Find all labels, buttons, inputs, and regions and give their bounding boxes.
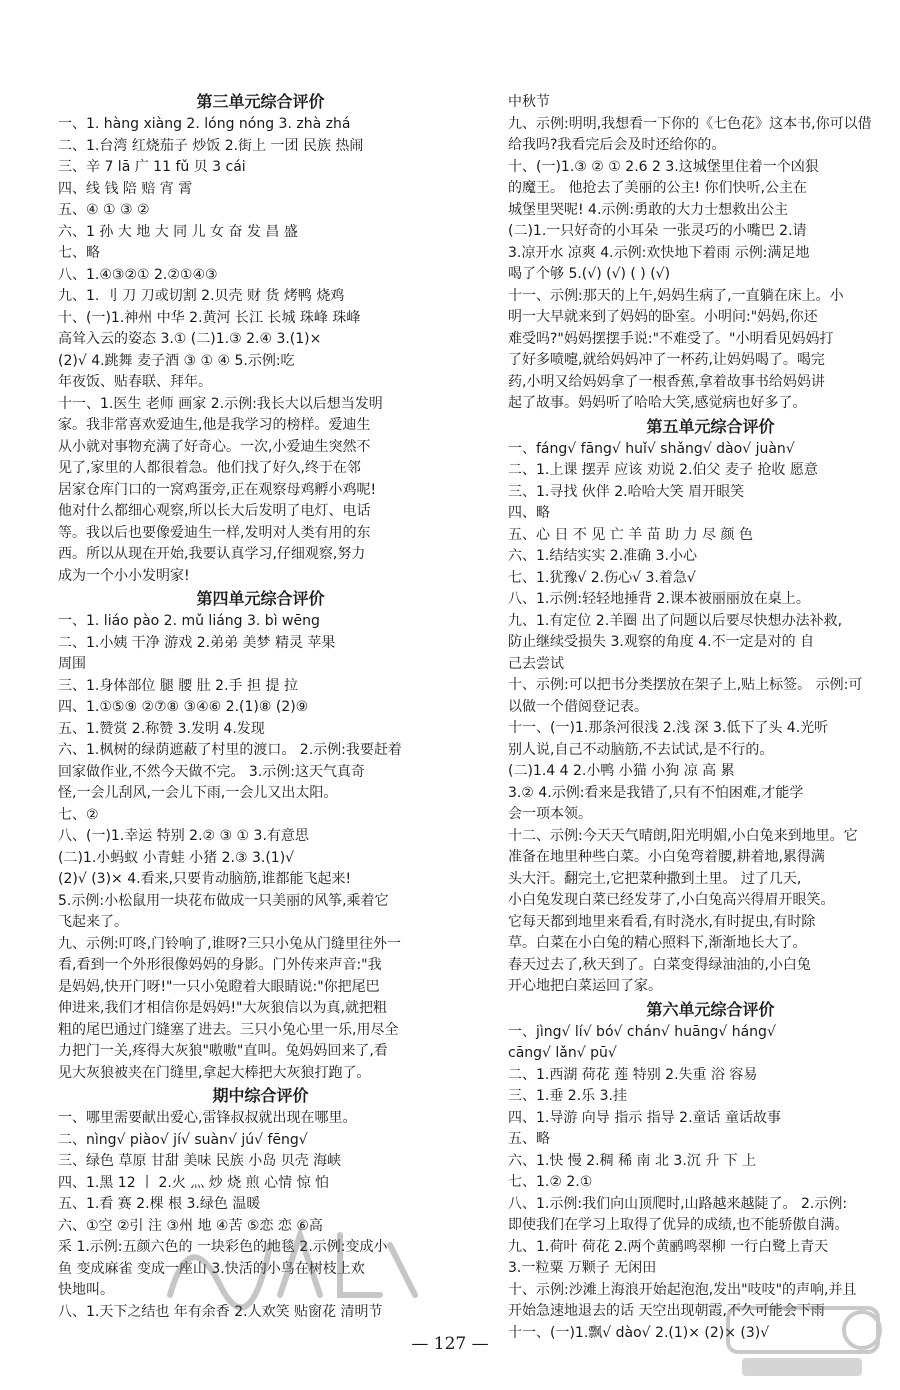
answer-line: 六、1 孙 大 地 大 同 儿 女 奋 发 昌 盛 [58,223,298,240]
answer-line: 3.② 4.示例:看来是我错了,只有不怕困难,才能学 [508,784,804,801]
answer-line: 九、1. 刂 刀 刀或切割 2.贝壳 财 货 烤鸭 烧鸡 [58,288,345,304]
answer-line: 十一、1.医生 老师 画家 2.示例:我长大以后想当发明 [58,395,383,412]
answer-line: 等。我以后也要像爱迪生一样,发明对人类有用的东 [58,524,371,541]
answer-line: 四、略 [508,505,550,521]
answer-line: 粗的尾巴通过门缝塞了进去。三只小兔心里一乐,用尽全 [58,1021,399,1038]
answer-line: 即使我们在学习上取得了优异的成绩,也不能骄傲自满。 [508,1217,849,1233]
answer-line: 高耸入云的姿态 3.① (二)1.③ 2.④ 3.(1)× [58,331,322,347]
right-column [508,92,900,1344]
answer-line: 十、示例:沙滩上海浪开始起泡泡,发出"吱吱"的声响,并且 [508,1281,857,1298]
answer-line: 三、1.垂 2.乐 3.挂 [508,1088,627,1104]
answer-line: 七、1.② 2.① [508,1174,593,1190]
answer-line: 六、1.快 慢 2.稠 稀 南 北 3.沉 升 下 上 [508,1152,757,1169]
answer-line: 三、1.寻找 伙伴 2.哈哈大笑 眉开眼笑 [508,483,745,500]
answer-line: 十、(一)1.神州 中华 2.黄河 长江 长城 珠峰 珠峰 [58,309,361,326]
answer-line: 开心地把白菜运回了家。 [508,978,662,994]
answer-line: 五、略 [508,1131,550,1147]
answer-line: 鱼 变成麻雀 变成一座山 3.快活的小鸟在树枝上欢 [58,1260,365,1277]
answer-line: 力把门一关,疼得大灰狼"嗷嗷"直叫。兔妈妈回来了,看 [58,1043,388,1059]
answer-line: 十、示例:可以把书分类摆放在架子上,贴上标签。 示例:可 [508,677,863,693]
answer-line: 八、1.示例:轻轻地捶背 2.课本被丽丽放在桌上。 [508,591,810,607]
answer-line: 伸进来,我们才相信你是妈妈!"大灰狼信以为真,就把粗 [58,1000,387,1016]
answer-line: 四、1.导游 向导 指示 指导 2.童话 童话故事 [508,1109,781,1126]
answer-line: 六、①空 ②引 注 ③州 地 ④苦 ⑤恋 恋 ⑥高 [58,1217,323,1234]
section-heading: 第四单元综合评价 [196,589,325,608]
answer-line: 年夜饭、贴春联、拜年。 [58,374,212,390]
answer-line: 见大灰狼被夹在门缝里,拿起大棒把大灰狼打跑了。 [58,1064,371,1081]
answer-line: 十、(一)1.③ ② ① 2.6 2 3.这城堡里住着一个凶狠 [508,158,819,175]
answer-line: 药,小明又给妈妈拿了一根香蕉,拿着故事书给妈妈讲 [508,373,825,390]
answer-line: 十一、(一)1.那条河很浅 2.浅 深 3.低下了头 4.光听 [508,720,829,736]
answer-line: 防止继续受损失 3.观察的角度 4.不一定是对的 自 [508,634,815,650]
answer-line: 十一、示例:那天的上午,妈妈生病了,一直躺在床上。小 [508,287,844,304]
answer-line: 回家做作业,不然今天做不完。 3.示例:这天气真奇 [58,763,365,780]
answer-line: 怪,一会儿刮风,一会儿下雨,一会儿又出太阳。 [58,785,338,801]
answer-line: 六、1.枫树的绿荫遮蔽了村里的渡口。 2.示例:我要赶着 [58,742,402,758]
answer-line: (二)1.小蚂蚁 小青蛙 小猪 2.③ 3.(1)√ [58,849,295,866]
answer-line: 采 1.示例:五颜六色的 一块彩色的地毯 2.示例:变成小 [58,1239,388,1255]
answer-line: 见了,家里的人都很着急。他们找了好久,终于在邻 [58,460,361,476]
answer-line: 的魔王。 他抢去了美丽的公主! 你们快听,公主在 [508,180,807,196]
answer-line: 一、jìng√ lí√ bó√ chán√ huāng√ háng√ [508,1023,776,1040]
answer-line: 八、(一)1.幸运 特别 2.② ③ ① 3.有意思 [58,828,309,844]
answer-line: 一、fáng√ fāng√ huǐ√ shǎng√ dào√ juàn√ [508,440,795,457]
answer-line: 八、1.示例:我们向山顶爬时,山路越来越陡了。 2.示例: [508,1195,848,1212]
answer-line: 一、1. liáo pào 2. mǔ liáng 3. bì wēng [58,613,320,629]
answer-line: 春天过去了,秋天到了。白菜变得绿油油的,小白兔 [508,956,811,973]
answer-line: 二、1.小姨 干净 游戏 2.弟弟 美梦 精灵 苹果 [58,634,336,651]
answer-line: 给我吗?我看完后会及时还给你的。 [508,137,726,153]
answer-line: 四、1.①⑤⑨ ②⑦⑧ ③④⑥ 2.(1)⑧ (2)⑨ [58,699,309,715]
left-column [58,90,463,1323]
answer-line: 他对什么都细心观察,所以长大后发明了电灯、电话 [58,503,371,519]
answer-line: 二、1.西湖 荷花 莲 特别 2.失重 浴 容易 [508,1066,758,1083]
answer-line: 准备在地里种些白菜。小白兔弯着腰,耕着地,累得满 [508,849,825,865]
answer-line: 喝了个够 5.(√) (√) ( ) (√) [508,266,671,282]
answer-line: 八、1.天下之结也 年有余香 2.人欢笑 贴窗花 清明节 [58,1303,383,1320]
answer-line: 二、nìng√ piào√ jí√ suàn√ jú√ fēng√ [58,1131,308,1148]
answer-line: 九、1.荷叶 荷花 2.两个黄鹂鸣翠柳 一行白鹭上青天 [508,1238,829,1255]
answer-line: 九、1.有定位 2.羊圈 出了问题以后要尽快想办法补救, [508,612,843,629]
answer-line: 一、哪里需要献出爱心,雷锋叔叔就出现在哪里。 [58,1110,357,1126]
answer-line: 明一大早就来到了妈妈的卧室。小明问:"妈妈,你还 [508,309,818,325]
answer-line: 以做一个借阅登记表。 [508,698,648,715]
answer-line: 十一、(一)1.飘√ dào√ 2.(1)× (2)× (3)√ [508,1324,770,1341]
answer-line: 三、1.身体部位 腿 腰 肚 2.手 担 提 拉 [58,677,298,694]
answer-line: (二)1.4 4 2.小鸭 小猫 小狗 凉 高 累 [508,763,735,779]
page-number: — 127 — [411,1334,489,1354]
section-heading: 第五单元综合评价 [646,416,775,436]
answer-line: 九、示例:叮咚,门铃响了,谁呀?三只小兔从门缝里往外一 [58,935,402,952]
watermark-graphic [150,1185,430,1325]
answer-line: 周围 [58,656,86,672]
answer-line: 四、1.黑 12 丨 2.火 灬 炒 烧 煎 心情 惊 怕 [58,1174,330,1191]
answer-line: 开始急速地退去的话 天空出现朝霞,不久可能会下雨 [508,1303,825,1319]
answer-line: 三、辛 7 lā 广 11 fǔ 贝 3 cái [58,159,246,175]
answer-line: 城堡里哭呢! 4.示例:勇敢的大力士想救出公主 [508,201,789,218]
answer-line: 五、1.赞赏 2.称赞 3.发明 4.发现 [58,720,265,737]
answer-line: 它每天都到地里来看看,有时浇水,有时捉虫,有时除 [508,913,816,930]
answer-line: 中秋节 [508,94,550,110]
answer-line: 起了故事。妈妈听了哈哈大笑,感觉病也好多了。 [508,395,807,411]
answer-line: 成为一个小小发明家! [58,567,190,584]
answer-line: (2)√ (3)× 4.看来,只要肯动脑筋,谁都能飞起来! [58,871,352,887]
answer-line: 是妈妈,快开门呀!"一只小兔瞪着大眼睛说:"你把尾巴 [58,978,380,995]
answer-line: cāng√ lǎn√ pū√ [508,1045,617,1061]
answer-line: 飞起来了。 [58,914,128,930]
answer-line: 八、1.④③②① 2.②①④③ [58,266,218,283]
answer-line: 二、1.台湾 红烧茄子 炒饭 2.街上 一团 民族 热闹 [58,137,364,154]
answer-line: 3.一粒粟 万颗子 无闲田 [508,1260,657,1276]
answer-line: 会一项本领。 [508,806,592,822]
answer-line: 己去尝试 [508,655,564,672]
answer-line: 十二、示例:今天天气晴朗,阳光明媚,小白兔来到地里。它 [508,827,858,844]
answer-line: 五、④ ① ③ ② [58,202,150,218]
answer-line: 草。白菜在小白兔的精心照料下,渐渐地长大了。 [508,935,807,951]
answer-line: (2)√ 4.跳舞 麦子酒 ③ ① ④ 5.示例:吃 [58,352,295,369]
answer-line: 居家仓库门口的一窝鸡蛋旁,正在观察母鸡孵小鸡呢! [58,481,377,498]
answer-line: 三、绿色 草原 甘甜 美味 民族 小岛 贝壳 海峡 [58,1153,342,1169]
section-heading: 第六单元综合评价 [646,999,775,1019]
answer-line: 二、1.上课 摆弄 应该 劝说 2.伯父 麦子 抢收 愿意 [508,462,818,478]
answer-line: (二)1.一只好奇的小耳朵 一张灵巧的小嘴巴 2.请 [508,223,807,239]
answer-line: 小白兔发现白菜已经发芽了,小白兔高兴得眉开眼笑。 [508,892,835,908]
section-heading: 第三单元综合评价 [196,92,325,111]
answer-line: 5.示例:小松鼠用一块花布做成一只美丽的风筝,乘着它 [58,892,389,909]
answer-line: 六、1.结结实实 2.准确 3.小心 [508,548,697,564]
answer-line: 家。我非常喜欢爱迪生,他是我学习的榜样。爱迪生 [58,417,371,433]
answer-line: 一、1. hàng xiàng 2. lóng nóng 3. zhà zhá [58,116,351,132]
answer-line: 西。所以从现在开始,我要认真学习,仔细观察,努力 [58,546,366,562]
answer-line: 七、略 [58,245,100,261]
answer-line: 看,看到一个外形很像妈妈的身影。门外传来声音:"我 [58,957,382,973]
answer-line: 五、1.看 赛 2.棵 根 3.绿色 温暖 [58,1196,261,1212]
answer-line: 四、线 钱 陪 赔 宵 霄 [58,180,193,197]
logo-watermark [722,1304,892,1382]
answer-line: 九、示例:明明,我想看一下你的《七色花》这本书,你可以借 [508,115,872,132]
answer-line: 七、1.犹豫√ 2.伤心√ 3.着急√ [508,569,696,586]
answer-line: 难受吗?"妈妈摆摆手说:"不难受了。"小明看见妈妈打 [508,330,834,347]
answer-line: 头大汗。翻完土,它把菜种撒到土里。 过了几天, [508,870,802,887]
answer-line: 从小就对事物充满了好奇心。一次,小爱迪生突然不 [58,438,371,455]
section-heading: 期中综合评价 [212,1086,309,1105]
answer-line: 了好多喷嚏,就给妈妈冲了一杯药,让妈妈喝了。喝完 [508,352,825,368]
answer-line: 别人说,自己不动脑筋,不去试试,是不行的。 [508,741,774,758]
answer-line: 快地叫。 [58,1282,114,1298]
answer-line: 3.凉开水 凉爽 4.示例:欢快地下着雨 示例:满足地 [508,244,810,261]
answer-line: 七、② [58,806,99,823]
answer-line: 五、心 日 不 见 亡 羊 苗 助 力 尽 颜 色 [508,526,753,543]
